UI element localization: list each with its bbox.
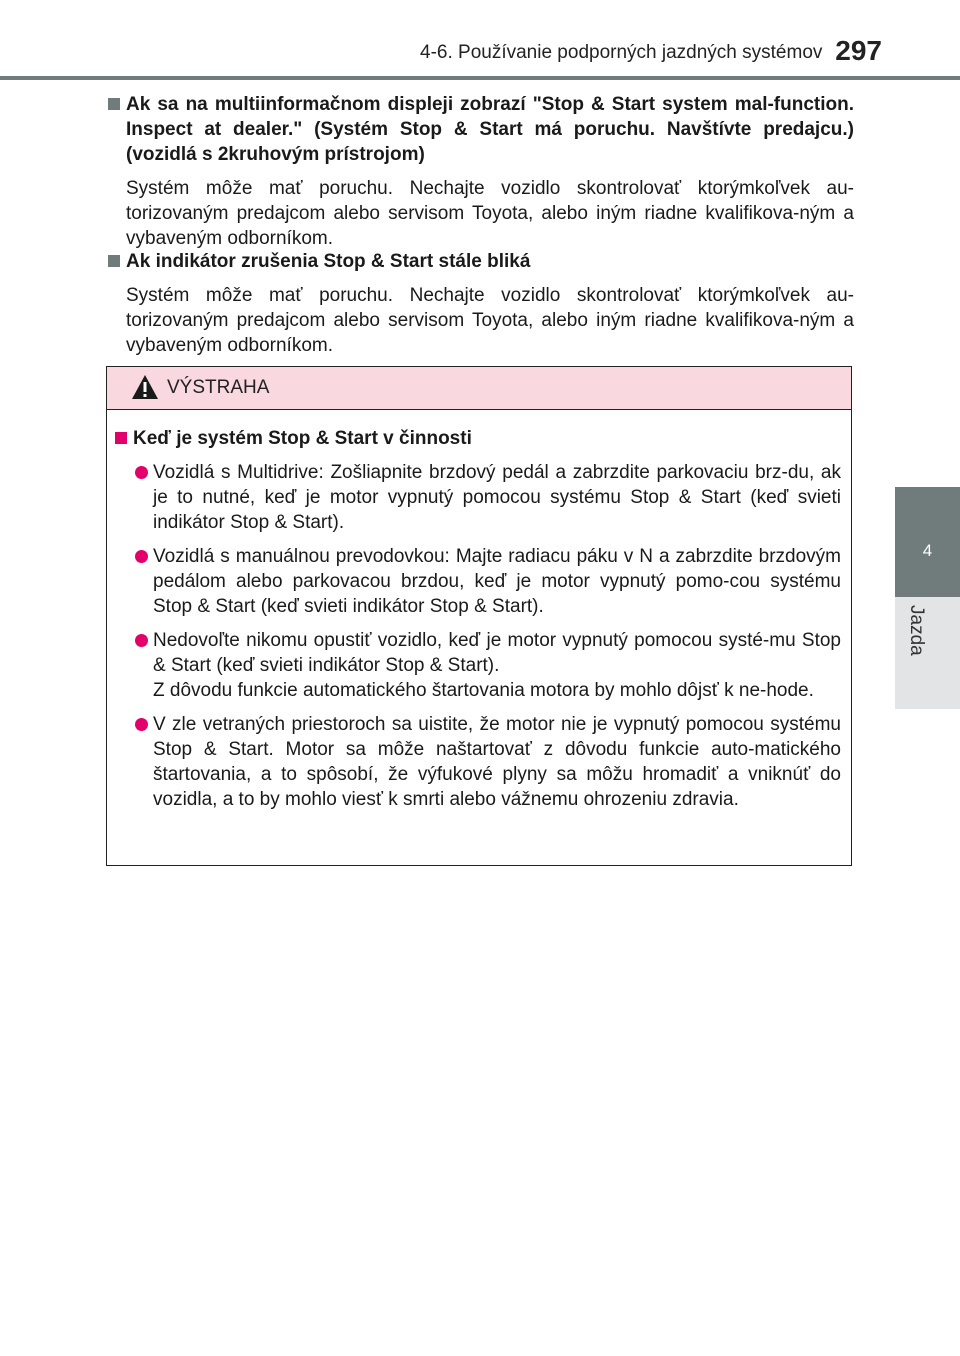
- round-bullet-icon: [135, 718, 148, 731]
- section-heading-text: Ak indikátor zrušenia Stop & Start stále bliká: [126, 251, 531, 272]
- warning-triangle-icon: [131, 374, 159, 400]
- header-rule: [0, 76, 960, 80]
- warning-bullet-text: Vozidlá s Multidrive: Zošliapnite brzdový pedál a zabrzdite parkovaciu brz-du, ak je to nutné, keď je motor vypnutý pomocou systému Stop & Start (keď svieti indikátor Stop & Start).: [153, 462, 841, 533]
- warning-bullet: [115, 460, 841, 535]
- chapter-number: 4: [922, 541, 933, 560]
- round-bullet-icon: [135, 550, 148, 563]
- section-body: Systém môže mať poruchu. Nechajte vozidlo skontrolovať ktorýmkoľvek au-torizovaným predajcom alebo servisom Toyota, alebo iným riadne kvalifikova-ným a vybaveným odborníkom.: [126, 178, 854, 249]
- warning-bullet: [115, 544, 841, 619]
- round-bullet-icon: [135, 466, 148, 479]
- warning-heading: [115, 426, 841, 451]
- running-header: 4-6. Používanie podporných jazdných systémov: [420, 42, 823, 63]
- section-display-malfunction: [108, 92, 854, 251]
- section-heading: [108, 92, 854, 167]
- chapter-label: Jazda: [906, 605, 927, 656]
- round-bullet-icon: [135, 634, 148, 647]
- square-bullet-icon: [115, 432, 127, 444]
- warning-bullet: [115, 712, 841, 812]
- warning-bullet-text: Vozidlá s manuálnou prevodovkou: Majte radiacu páku v N a zabrzdite brzdovým pedálom alebo parkovacou brzdou, keď je motor vypnutý pomo-cou systému Stop & Start (keď svieti indikátor Stop & Start).: [153, 546, 841, 617]
- warning-header: [107, 367, 851, 410]
- warning-heading-text: Keď je systém Stop & Start v činnosti: [133, 428, 472, 449]
- chapter-tab-number: [895, 487, 960, 597]
- section-heading: [108, 249, 854, 274]
- warning-content: [107, 409, 851, 812]
- warning-bullet-text: V zle vetraných priestoroch sa uistite, že motor nie je vypnutý pomocou systému Stop & Start. Motor sa môže naštartovať z dôvodu funkcie auto-matického štartovania, a to spôsobí, že výfukové plyny sa môžu hromadiť a vniknúť do vozidla, a to by mohlo viesť k smrti alebo vážnemu ohrozeniu zdravia.: [153, 714, 841, 810]
- chapter-tab-label: [895, 597, 960, 709]
- warning-box: [106, 366, 852, 866]
- warning-bullet-text: Nedovoľte nikomu opustiť vozidlo, keď je motor vypnutý pomocou systé-mu Stop & Start (keď svieti indikátor Stop & Start).: [153, 630, 841, 676]
- warning-bullet: [115, 628, 841, 703]
- section-heading-text: Ak sa na multiinformačnom displeji zobrazí "Stop & Start system mal-function. Inspect at dealer." (Systém Stop & Start má poruchu. Navštívte predajcu.) (vozidlá s 2kruhovým prístrojom): [126, 94, 854, 165]
- square-bullet-icon: [108, 255, 120, 267]
- section-body: Systém môže mať poruchu. Nechajte vozidlo skontrolovať ktorýmkoľvek au-torizovaným predajcom alebo servisom Toyota, alebo iným riadne kvalifikova-ným a vybaveným odborníkom.: [126, 285, 854, 356]
- square-bullet-icon: [108, 98, 120, 110]
- warning-bullet-extra: Z dôvodu funkcie automatického štartovania motora by mohlo dôjsť k ne-hode.: [153, 680, 814, 701]
- page-number: 297: [835, 35, 882, 66]
- section-indicator-blinking: [108, 249, 854, 358]
- warning-title: VÝSTRAHA: [167, 377, 270, 398]
